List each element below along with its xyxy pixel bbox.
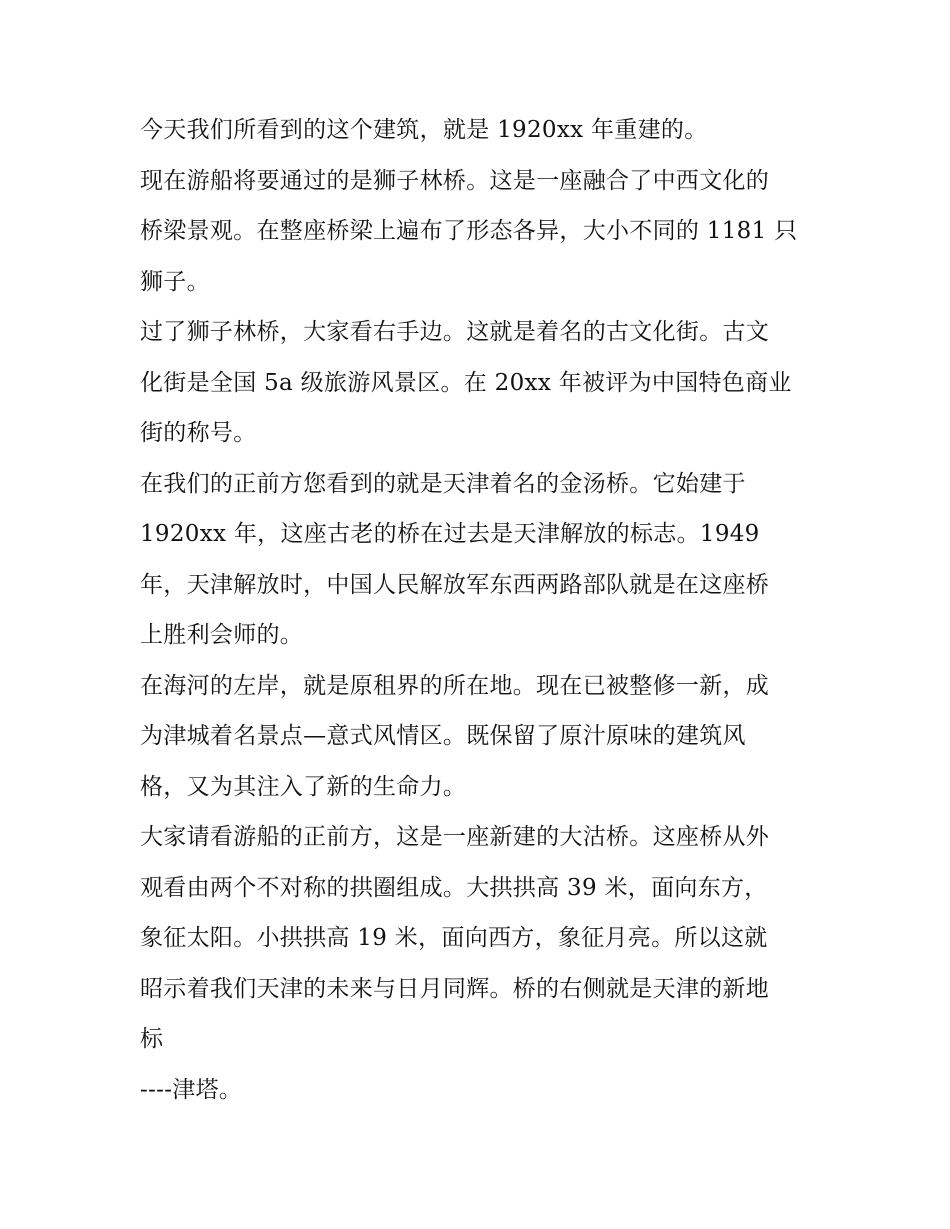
- text-line: 标: [140, 1026, 164, 1052]
- text-line: 化街是全国 5a 级旅游风景区。在 20xx 年被评为中国特色商业: [140, 369, 792, 396]
- text-line: 大家请看游船的正前方，这是一座新建的大沽桥。这座桥从外: [140, 824, 770, 850]
- text-line: 象征太阳。小拱拱高 19 米，面向西方，象征月亮。所以这就: [140, 925, 768, 951]
- text-line: 年，天津解放时，中国人民解放军东西两路部队就是在这座桥: [140, 571, 770, 598]
- body-text: [140, 105, 820, 1115]
- text-line: 在海河的左岸，就是原租界的所在地。现在已被整修一新，成: [140, 672, 770, 699]
- text-line: 现在游船将要通过的是狮子林桥。这是一座融合了中西文化的: [140, 167, 770, 194]
- text-line: 上胜利会师的。: [140, 622, 304, 648]
- text-line: 格，又为其注入了新的生命力。: [140, 773, 467, 800]
- text-line: 昭示着我们天津的未来与日月同辉。桥的右侧就是天津的新地: [140, 975, 770, 1002]
- text-line: ----津塔。: [140, 1076, 243, 1103]
- text-line: 狮子。: [140, 268, 210, 295]
- text-line: 街的称号。: [140, 420, 257, 446]
- text-line: 桥梁景观。在整座桥梁上遍布了形态各异，大小不同的 1181 只: [140, 218, 798, 244]
- text-line: 观看由两个不对称的拱圈组成。大拱拱高 39 米，面向东方，: [140, 874, 768, 901]
- text-line: 今天我们所看到的这个建筑，就是 1920xx 年重建的。: [140, 117, 708, 143]
- text-line: 在我们的正前方您看到的就是天津着名的金汤桥。它始建于: [140, 470, 746, 497]
- text-line: 过了狮子林桥，大家看右手边。这就是着名的古文化街。古文: [140, 319, 770, 345]
- text-line: 1920xx 年，这座古老的桥在过去是天津解放的标志。1949: [140, 521, 760, 547]
- text-line: 为津城着名景点—意式风情区。既保留了原汁原味的建筑风: [140, 723, 746, 749]
